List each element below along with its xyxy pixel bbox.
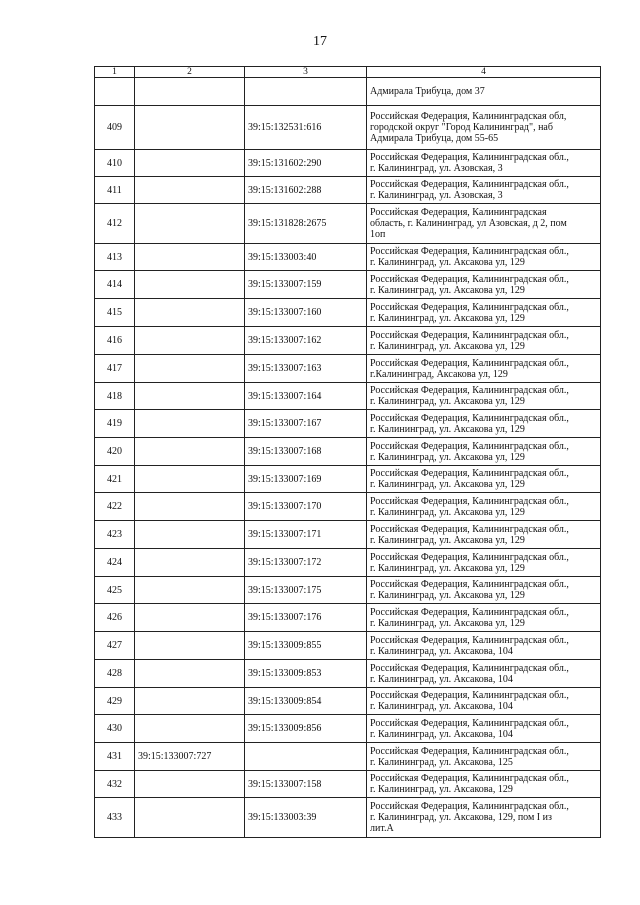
address-text: Российская Федерация, Калининградская обл, городской округ "Город Калининград", наб Адмирала Трибуца, дом 55-65 <box>370 111 567 144</box>
row-number-cell: 433 <box>95 798 135 838</box>
table-row <box>95 577 601 604</box>
address-cell <box>367 383 601 410</box>
address-text: Адмирала Трибуца, дом 37 <box>370 86 485 97</box>
address-cell <box>367 715 601 743</box>
header-col-3: 3 <box>245 67 367 78</box>
former-cadastral-number-cell <box>135 410 245 438</box>
address-cell <box>367 78 601 106</box>
cadastral-number-cell: 39:15:133007:163 <box>245 355 367 383</box>
table-row <box>95 78 601 106</box>
cadastral-number-cell <box>245 743 367 771</box>
address-text: Российская Федерация, Калининградская область, г. Калининград, ул Азовская, д 2, пом 1оп <box>370 207 567 240</box>
address-cell <box>367 106 601 150</box>
cadastral-number-cell: 39:15:133009:853 <box>245 660 367 688</box>
address-text: Российская Федерация, Калининградская обл., г. Калининград, ул. Аксакова ул, 129 <box>370 523 569 546</box>
address-text: Российская Федерация, Калининградская обл., г. Калининград, ул. Аксакова, 104 <box>370 634 569 657</box>
former-cadastral-number-cell <box>135 715 245 743</box>
cadastral-number-cell: 39:15:133007:160 <box>245 299 367 327</box>
address-text: Российская Федерация, Калининградская обл., г. Калининград, ул. Аксакова ул, 129 <box>370 246 569 268</box>
table-row <box>95 410 601 438</box>
cadastral-number-cell: 39:15:133009:854 <box>245 688 367 715</box>
row-number-cell: 429 <box>95 688 135 715</box>
former-cadastral-number-cell <box>135 438 245 466</box>
address-text: Российская Федерация, Калининградская обл., г. Калининград, ул. Аксакова ул, 129 <box>370 579 569 601</box>
table-row <box>95 715 601 743</box>
row-number-cell: 425 <box>95 577 135 604</box>
address-cell <box>367 150 601 177</box>
former-cadastral-number-cell <box>135 549 245 577</box>
address-cell <box>367 493 601 521</box>
cadastral-number-cell: 39:15:133009:856 <box>245 715 367 743</box>
address-cell <box>367 688 601 715</box>
address-cell <box>367 521 601 549</box>
table-row <box>95 549 601 577</box>
address-cell <box>367 466 601 493</box>
page-number: 17 <box>313 34 327 49</box>
address-cell <box>367 743 601 771</box>
table-row <box>95 271 601 299</box>
table-row <box>95 688 601 715</box>
header-col-1: 1 <box>95 67 135 78</box>
row-number-cell: 423 <box>95 521 135 549</box>
address-text: Российская Федерация, Калининградская обл., г. Калининград, ул. Аксакова ул, 129 <box>370 412 569 435</box>
table-header-row <box>95 67 601 78</box>
cadastral-number-cell: 39:15:133007:172 <box>245 549 367 577</box>
row-number-cell: 410 <box>95 150 135 177</box>
row-number-cell: 416 <box>95 327 135 355</box>
address-cell <box>367 271 601 299</box>
address-text: Российская Федерация, Калининградская обл., г. Калининград, ул. Аксакова ул, 129 <box>370 385 569 407</box>
row-number-cell: 417 <box>95 355 135 383</box>
former-cadastral-number-cell <box>135 521 245 549</box>
row-number-cell: 420 <box>95 438 135 466</box>
address-text: Российская Федерация, Калининградская обл., г.Калининград, Аксакова ул, 129 <box>370 357 569 380</box>
table-row <box>95 355 601 383</box>
cadastral-number-cell: 39:15:133007:171 <box>245 521 367 549</box>
row-number-cell: 421 <box>95 466 135 493</box>
cadastral-number-cell: 39:15:133009:855 <box>245 632 367 660</box>
row-number-cell: 418 <box>95 383 135 410</box>
address-cell <box>367 577 601 604</box>
former-cadastral-number-cell <box>135 466 245 493</box>
cadastral-number-cell: 39:15:132531:616 <box>245 106 367 150</box>
cadastral-number-cell: 39:15:133007:176 <box>245 604 367 632</box>
cadastral-number-cell: 39:15:131828:2675 <box>245 204 367 244</box>
former-cadastral-number-cell <box>135 78 245 106</box>
table-row <box>95 244 601 271</box>
table-row <box>95 383 601 410</box>
table-row <box>95 798 601 838</box>
cadastral-number-cell: 39:15:133007:164 <box>245 383 367 410</box>
table-row <box>95 604 601 632</box>
former-cadastral-number-cell <box>135 106 245 150</box>
cadastral-number-cell: 39:15:133007:170 <box>245 493 367 521</box>
cadastral-number-cell: 39:15:133007:167 <box>245 410 367 438</box>
cadastral-number-cell: 39:15:133003:40 <box>245 244 367 271</box>
row-number-cell: 411 <box>95 177 135 204</box>
former-cadastral-number-cell <box>135 577 245 604</box>
cadastral-number-cell: 39:15:133007:158 <box>245 771 367 798</box>
registry-table <box>94 66 601 838</box>
cadastral-number-cell: 39:15:131602:290 <box>245 150 367 177</box>
address-cell <box>367 244 601 271</box>
address-cell <box>367 410 601 438</box>
address-text: Российская Федерация, Калининградская обл., г. Калининград, ул. Азовская, 3 <box>370 179 569 201</box>
former-cadastral-number-cell <box>135 150 245 177</box>
former-cadastral-number-cell <box>135 632 245 660</box>
former-cadastral-number-cell <box>135 355 245 383</box>
address-cell <box>367 299 601 327</box>
address-text: Российская Федерация, Калининградская обл., г. Калининград, ул. Аксакова ул, 129 <box>370 551 569 574</box>
former-cadastral-number-cell <box>135 688 245 715</box>
table-row <box>95 466 601 493</box>
former-cadastral-number-cell <box>135 493 245 521</box>
address-cell <box>367 798 601 838</box>
address-text: Российская Федерация, Калининградская обл., г. Калининград, ул. Аксакова ул, 129 <box>370 301 569 324</box>
row-number-cell: 422 <box>95 493 135 521</box>
table-row <box>95 493 601 521</box>
cadastral-number-cell <box>245 78 367 106</box>
former-cadastral-number-cell <box>135 327 245 355</box>
table-row <box>95 521 601 549</box>
former-cadastral-number-cell <box>135 244 245 271</box>
table-row <box>95 299 601 327</box>
address-cell <box>367 327 601 355</box>
row-number-cell: 413 <box>95 244 135 271</box>
cadastral-number-cell: 39:15:133003:39 <box>245 798 367 838</box>
former-cadastral-number-cell <box>135 604 245 632</box>
address-text: Российская Федерация, Калининградская обл., г. Калининград, ул. Азовская, 3 <box>370 152 569 174</box>
address-cell <box>367 604 601 632</box>
address-text: Российская Федерация, Калининградская обл., г. Калининград, ул. Аксакова ул, 129 <box>370 273 569 296</box>
table-row <box>95 106 601 150</box>
cadastral-number-cell: 39:15:133007:168 <box>245 438 367 466</box>
cadastral-number-cell: 39:15:133007:175 <box>245 577 367 604</box>
address-cell <box>367 177 601 204</box>
row-number-cell: 426 <box>95 604 135 632</box>
address-text: Российская Федерация, Калининградская обл., г. Калининград, ул. Аксакова, 104 <box>370 717 569 740</box>
row-number-cell: 409 <box>95 106 135 150</box>
table-row <box>95 771 601 798</box>
former-cadastral-number-cell <box>135 383 245 410</box>
row-number-cell: 430 <box>95 715 135 743</box>
table-row <box>95 177 601 204</box>
row-number-cell: 431 <box>95 743 135 771</box>
address-cell <box>367 771 601 798</box>
former-cadastral-number-cell <box>135 271 245 299</box>
address-text: Российская Федерация, Калининградская обл., г. Калининград, ул. Аксакова ул, 129 <box>370 440 569 463</box>
row-number-cell: 432 <box>95 771 135 798</box>
row-number-cell: 428 <box>95 660 135 688</box>
address-cell <box>367 632 601 660</box>
table-row <box>95 204 601 244</box>
table-row <box>95 660 601 688</box>
row-number-cell: 427 <box>95 632 135 660</box>
cadastral-number-cell: 39:15:131602:288 <box>245 177 367 204</box>
row-number-cell: 424 <box>95 549 135 577</box>
former-cadastral-number-cell <box>135 771 245 798</box>
table-row <box>95 438 601 466</box>
table-row <box>95 743 601 771</box>
table-row <box>95 327 601 355</box>
former-cadastral-number-cell <box>135 177 245 204</box>
table-row <box>95 632 601 660</box>
cadastral-number-cell: 39:15:133007:169 <box>245 466 367 493</box>
former-cadastral-number-cell <box>135 660 245 688</box>
header-col-4: 4 <box>367 67 601 78</box>
row-number-cell: 414 <box>95 271 135 299</box>
address-text: Российская Федерация, Калининградская обл., г. Калининград, ул. Аксакова, 104 <box>370 690 569 712</box>
address-cell <box>367 660 601 688</box>
address-cell <box>367 355 601 383</box>
address-cell <box>367 549 601 577</box>
table-body <box>95 67 601 838</box>
address-cell <box>367 438 601 466</box>
row-number-cell: 412 <box>95 204 135 244</box>
former-cadastral-number-cell <box>135 798 245 838</box>
address-text: Российская Федерация, Калининградская обл., г. Калининград, ул. Аксакова, 104 <box>370 662 569 685</box>
former-cadastral-number-cell: 39:15:133007:727 <box>135 743 245 771</box>
cadastral-number-cell: 39:15:133007:162 <box>245 327 367 355</box>
row-number-cell <box>95 78 135 106</box>
cadastral-number-cell: 39:15:133007:159 <box>245 271 367 299</box>
table-row <box>95 150 601 177</box>
row-number-cell: 415 <box>95 299 135 327</box>
address-text: Российская Федерация, Калининградская обл., г. Калининград, ул. Аксакова, 129, пом I из лит.А <box>370 801 569 834</box>
address-text: Российская Федерация, Калининградская обл., г. Калининград, ул. Аксакова ул, 129 <box>370 606 569 629</box>
address-text: Российская Федерация, Калининградская обл., г. Калининград, ул. Аксакова ул, 129 <box>370 495 569 518</box>
address-cell <box>367 204 601 244</box>
row-number-cell: 419 <box>95 410 135 438</box>
address-text: Российская Федерация, Калининградская обл., г. Калининград, ул. Аксакова, 129 <box>370 773 569 795</box>
former-cadastral-number-cell <box>135 204 245 244</box>
address-text: Российская Федерация, Калининградская обл., г. Калининград, ул. Аксакова ул, 129 <box>370 329 569 352</box>
address-text: Российская Федерация, Калининградская обл., г. Калининград, ул. Аксакова, 125 <box>370 745 569 768</box>
former-cadastral-number-cell <box>135 299 245 327</box>
address-text: Российская Федерация, Калининградская обл., г. Калининград, ул. Аксакова ул, 129 <box>370 468 569 490</box>
header-col-2: 2 <box>135 67 245 78</box>
